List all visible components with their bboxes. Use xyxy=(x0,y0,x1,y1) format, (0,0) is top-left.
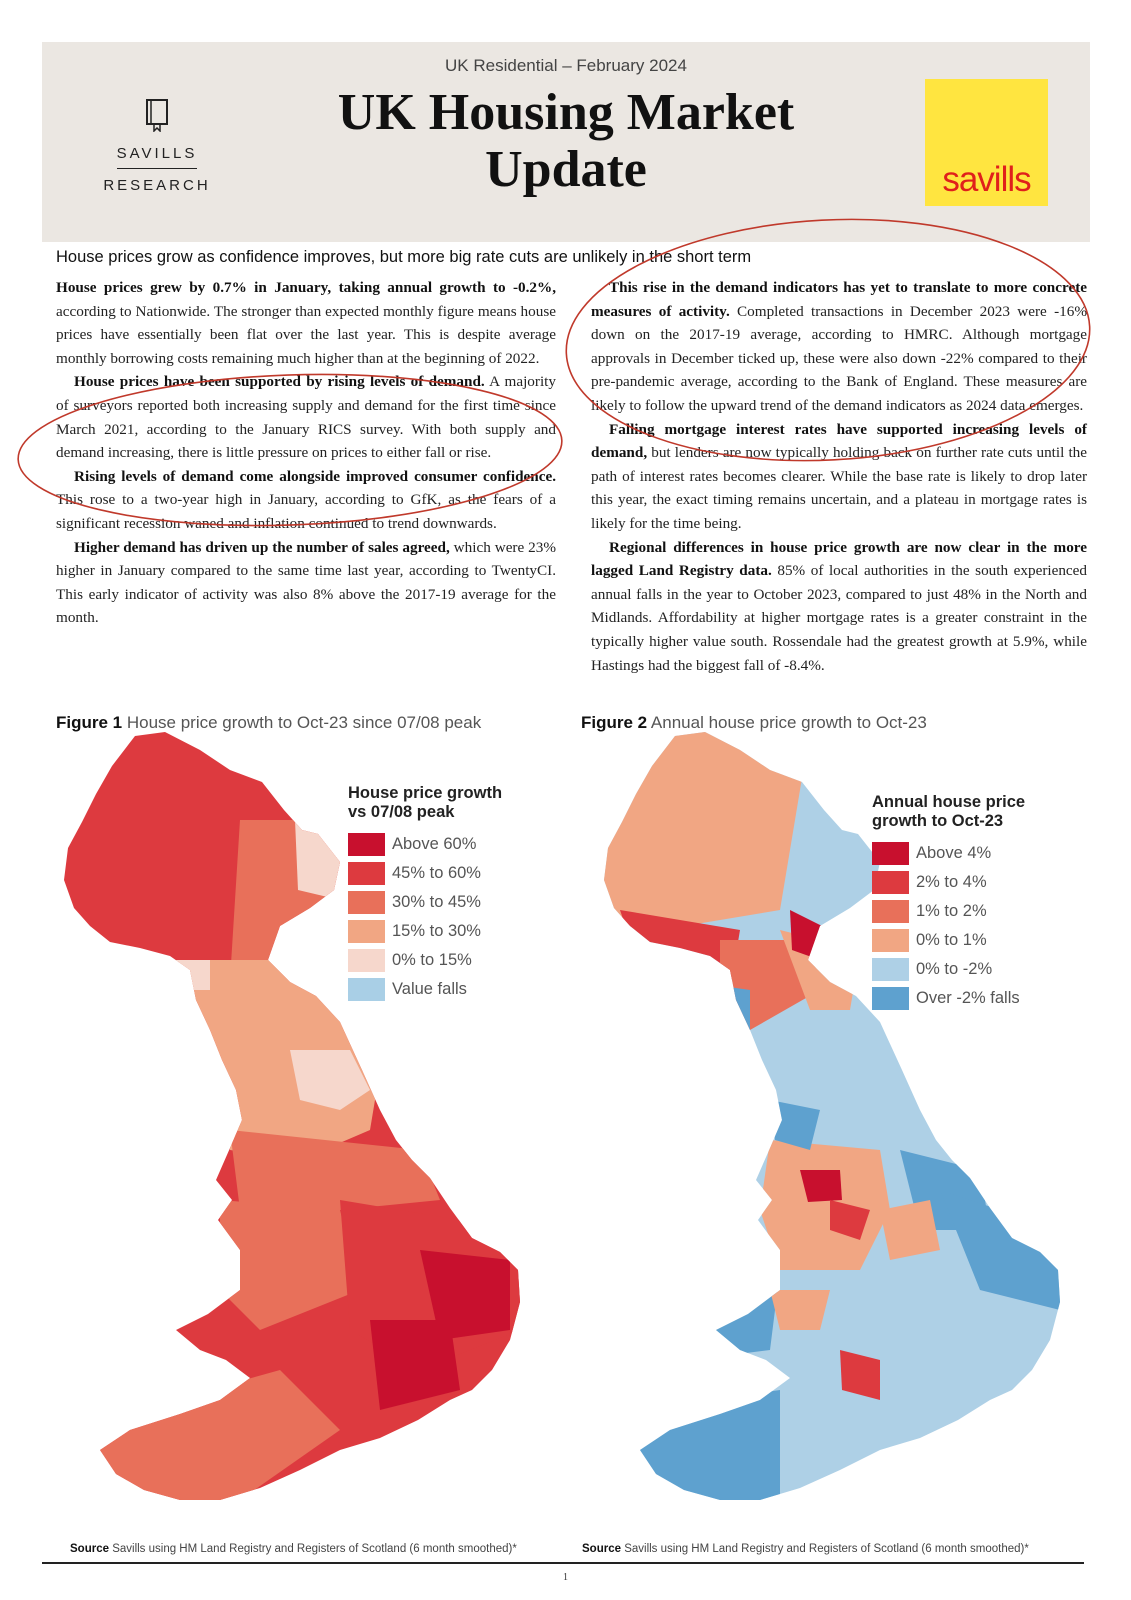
legend-label: Above 60% xyxy=(392,835,477,853)
paragraph-lead: House prices have been supported by rising levels of demand. xyxy=(74,373,485,391)
legend-item xyxy=(348,888,548,917)
paragraph-lead: House prices grew by 0.7% in January, taking annual growth to -0.2%, xyxy=(56,279,556,296)
legend-item xyxy=(872,897,1072,926)
legend-item xyxy=(348,830,548,859)
figure2-label: Figure 2 xyxy=(581,713,648,732)
legend-swatch xyxy=(872,929,909,952)
figure1-label: Figure 1 xyxy=(56,713,123,732)
paragraph-lead: Regional differences in house price growth are now clear in the more lagged Land Registry data. xyxy=(591,538,1087,580)
left-column xyxy=(56,276,556,630)
legend-item xyxy=(872,868,1072,897)
right-column xyxy=(591,276,1087,677)
legend-item xyxy=(872,839,1072,868)
legend-item xyxy=(348,946,548,975)
paragraph-body: Completed transactions in December 2023 were -16% down on the 2017-19 average, according to HMRC. Although mortgage approvals in December ticked up, these were also down -22% compared to their pre-pandemic average, according to the Bank of England. These measures are likely to follow the upward trend of the demand indicators as 2024 data emerges. xyxy=(591,302,1087,414)
figure2-legend xyxy=(872,793,1072,1013)
legend-label: Value falls xyxy=(392,980,467,998)
legend-swatch xyxy=(348,862,385,885)
legend-label: Over -2% falls xyxy=(916,989,1020,1007)
legend-swatch xyxy=(872,958,909,981)
paragraph xyxy=(56,370,556,464)
figure1-caption: House price growth to Oct-23 since 07/08 peak xyxy=(122,713,482,732)
paragraph xyxy=(56,465,556,536)
legend-swatch xyxy=(872,871,909,894)
report-header xyxy=(42,42,1090,242)
legend-swatch xyxy=(348,949,385,972)
savills-research-brand xyxy=(92,98,222,194)
report-title-line2: Update xyxy=(485,141,647,198)
report-subtitle: UK Residential – February 2024 xyxy=(445,56,687,75)
source-text: Savills using HM Land Registry and Registers of Scotland (6 month smoothed)* xyxy=(621,1543,1029,1555)
report-title-line1: UK Housing Market xyxy=(337,84,795,141)
paragraph-body: which were 23% higher in January compared to the same time last year, according to TwentyCI. This early indicator of activity was also 8% above the 2017-19 average for the month. xyxy=(56,538,556,627)
legend-label: 30% to 45% xyxy=(392,893,481,911)
legend-item xyxy=(872,984,1072,1013)
legend-item xyxy=(872,926,1072,955)
paragraph-body: 85% of local authorities in the south experienced annual falls in the year to October 2023, compared to just 48% in the North and Midlands. Affordability at higher mortgage rates is a greater constraint in the typically higher value south. Rossendale had the greatest growth at 5.9%, while Hastings had the biggest fall of -8.4%. xyxy=(591,562,1088,674)
figure1-legend xyxy=(348,784,548,1004)
legend-item xyxy=(348,917,548,946)
legend-title-line2: vs 07/08 peak xyxy=(348,803,455,821)
source-label: Source xyxy=(70,1543,109,1555)
figure2-source xyxy=(582,1543,1029,1555)
legend-label: Above 4% xyxy=(916,844,992,862)
paragraph-body: This rose to a two-year high in January, according to GfK, as the fears of a significant recession waned and inflation continued to trend downwards. xyxy=(56,491,556,532)
source-label: Source xyxy=(582,1543,621,1555)
legend-label: 0% to 15% xyxy=(392,951,472,969)
paragraph xyxy=(56,536,556,630)
legend-title-line2: growth to Oct-23 xyxy=(872,812,1004,830)
legend-swatch xyxy=(348,978,385,1001)
legend-label: 45% to 60% xyxy=(392,864,481,882)
paragraph-lead: This rise in the demand indicators has yet to translate to more concrete measures of activity. xyxy=(591,279,1087,320)
legend-title xyxy=(348,784,548,822)
legend-item xyxy=(348,975,548,1004)
legend-swatch xyxy=(872,900,909,923)
page-number: 1 xyxy=(563,1572,568,1583)
paragraph xyxy=(591,418,1087,536)
legend-title-line1: Annual house price xyxy=(872,793,1026,811)
savills-logo-text: savills xyxy=(942,160,1031,199)
paragraph-body: but lenders are now typically holding back on further rate cuts until the path of interest rates becomes clearer. While the base rate is likely to drop later this year, the exact timing remains uncertain, and a plateau in mortgage rates is likely for the time being. xyxy=(591,444,1087,532)
legend-label: 2% to 4% xyxy=(916,873,987,891)
savills-logo xyxy=(925,79,1048,206)
paragraph-lead: Rising levels of demand come alongside improved consumer confidence. xyxy=(74,467,556,485)
legend-swatch xyxy=(348,891,385,914)
legend-title xyxy=(872,793,1072,831)
headline: House prices grow as confidence improves, but more big rate cuts are unlikely in the short term xyxy=(56,248,752,266)
legend-item xyxy=(872,955,1072,984)
paragraph-lead: Higher demand has driven up the number of sales agreed, xyxy=(74,538,450,556)
paragraph xyxy=(56,276,556,370)
brand-savills: SAVILLS xyxy=(117,145,198,169)
paragraph-body: according to Nationwide. The stronger than expected monthly figure means house prices have essentially been flat over the last year. This is despite average monthly borrowing costs remaining much higher than at the beginning of 2022. xyxy=(56,302,556,367)
paragraph-lead: Falling mortgage interest rates have supported increasing levels of demand, xyxy=(591,420,1087,462)
paragraph xyxy=(591,536,1087,678)
footer-rule xyxy=(42,1562,1084,1564)
legend-swatch xyxy=(872,987,909,1010)
legend-title-line1: House price growth xyxy=(348,784,503,802)
paragraph-body: A majority of surveyors reported both increasing supply and demand for the first time since March 2021, according to the January RICS survey. With both supply and demand increasing, there is little pressure on prices to either fall or rise. xyxy=(56,373,556,462)
legend-label: 1% to 2% xyxy=(916,902,987,920)
legend-label: 0% to -2% xyxy=(916,960,993,978)
legend-swatch xyxy=(872,842,909,865)
book-icon xyxy=(144,98,170,132)
source-text: Savills using HM Land Registry and Registers of Scotland (6 month smoothed)* xyxy=(109,1543,517,1555)
legend-label: 15% to 30% xyxy=(392,922,481,940)
figure1-source xyxy=(70,1543,517,1555)
legend-label: 0% to 1% xyxy=(916,931,987,949)
figure2-caption: Annual house price growth to Oct-23 xyxy=(647,713,927,732)
paragraph xyxy=(591,276,1087,418)
brand-research: RESEARCH xyxy=(103,177,211,194)
legend-swatch xyxy=(348,920,385,943)
legend-swatch xyxy=(348,833,385,856)
legend-item xyxy=(348,859,548,888)
